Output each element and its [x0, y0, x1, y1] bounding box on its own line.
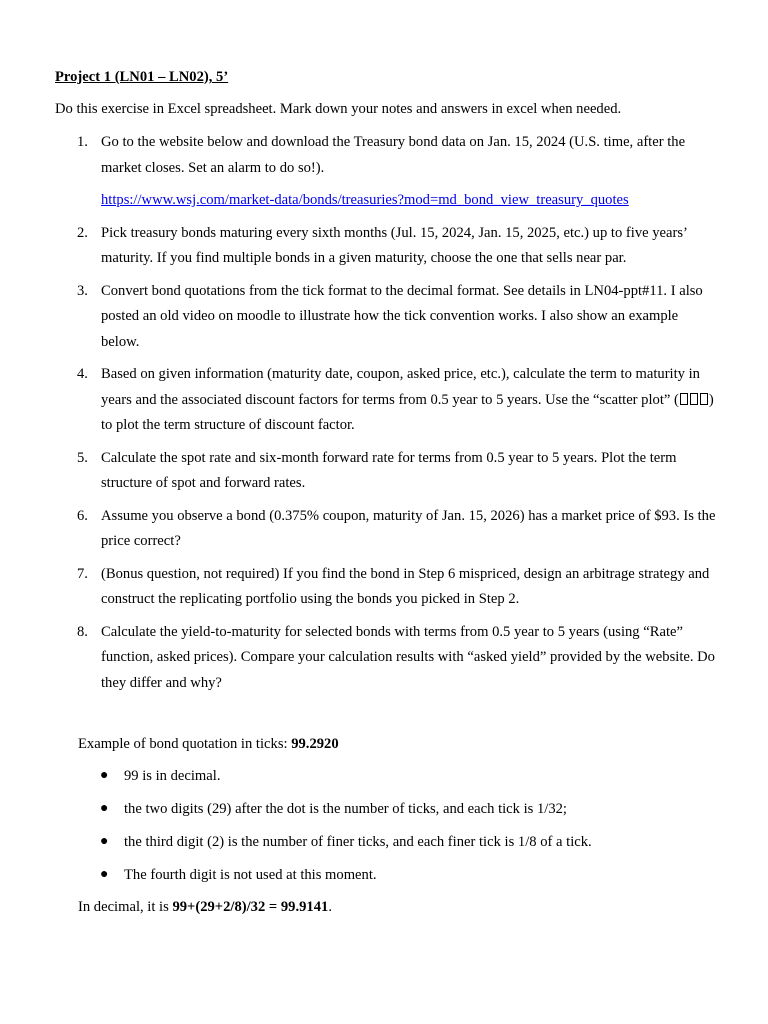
step-text: Calculate the spot rate and six-month forward rate for terms from 0.5 year to 5 years. Plot the term structure of spot and forward rates.: [101, 449, 677, 491]
example-line: [78, 736, 339, 753]
list-item: [77, 130, 716, 214]
step-number: 4.: [77, 366, 88, 382]
list-item: [77, 221, 716, 272]
step-text: Assume you observe a bond (0.375% coupon, maturity of Jan. 15, 2026) has a market price of $93. Is the price correct?: [101, 507, 716, 549]
intro-paragraph: Do this exercise in Excel spreadsheet. Mark down your notes and answers in excel when needed.: [55, 101, 622, 117]
list-item: [77, 620, 716, 697]
step-number: 7.: [77, 565, 88, 582]
step-number: 5.: [77, 449, 88, 466]
step-text: (Bonus question, not required) If you find the bond in Step 6 mispriced, design an arbitrage strategy and construct the replicating portfolio using the bonds you picked in Step 2.: [101, 565, 710, 607]
list-item: [100, 865, 700, 898]
bullet-text: the two digits (29) after the dot is the number of ticks, and each tick is 1/32;: [124, 801, 567, 817]
step-text: Convert bond quotations from the tick format to the decimal format. See details in LN04-ppt#11. I also posted an old video on moodle to illustrate how the tick convention works. I also show an example below.: [101, 282, 703, 350]
bullet-icon: ●: [100, 867, 109, 882]
bullet-icon: ●: [100, 768, 109, 783]
step-number: 3.: [77, 282, 88, 299]
step-text-after: ) to plot the term structure of discount factor.: [101, 391, 714, 433]
decimal-suffix: .: [328, 899, 332, 915]
bullet-text: the third digit (2) is the number of finer ticks, and each finer tick is 1/8 of a tick.: [124, 834, 592, 850]
bullet-text: The fourth digit is not used at this moment.: [124, 867, 377, 883]
steps-list: [77, 130, 716, 703]
decimal-result-line: [78, 899, 332, 916]
step-text: Go to the website below and download the Treasury bond data on Jan. 15, 2024 (U.S. time, after the market closes. Set an alarm to do so!).: [101, 134, 686, 176]
document-title: Project 1 (LN01 – LN02), 5’: [55, 69, 229, 85]
list-item: [77, 504, 716, 555]
step-number: 1.: [77, 134, 88, 150]
list-item: [100, 832, 700, 865]
example-value: 99.2920: [291, 736, 339, 752]
wsj-treasury-link[interactable]: https://www.wsj.com/market-data/bonds/treasuries?mod=md_bond_view_treasury_quotes: [101, 192, 629, 208]
list-item: [77, 362, 716, 439]
step-number: 6.: [77, 507, 88, 524]
decimal-prefix: In decimal, it is: [78, 899, 173, 915]
missing-glyph-boxes: [679, 392, 709, 408]
step-text: Calculate the yield-to-maturity for selected bonds with terms from 0.5 year to 5 years (using “Rate” function, asked prices). Compare your calculation results with “asked yield” provided by the website. Do they differ and why?: [101, 623, 715, 691]
list-item: [77, 446, 716, 497]
list-item: [77, 279, 716, 356]
bullet-icon: ●: [100, 834, 109, 849]
decimal-formula: 99+(29+2/8)/32 = 99.9141: [172, 899, 329, 915]
example-label: Example of bond quotation in ticks:: [78, 736, 292, 752]
list-item: [77, 562, 716, 613]
list-item: [100, 799, 700, 832]
bullet-icon: ●: [100, 801, 109, 816]
step-text: Pick treasury bonds maturing every sixth months (Jul. 15, 2024, Jan. 15, 2025, etc.) up to five years’ maturity. If you find multiple bonds in a given maturity, choose the one that sells near par.: [101, 224, 687, 266]
bullet-text: 99 is in decimal.: [124, 768, 221, 784]
step-number: 2.: [77, 224, 88, 241]
step-number: 8.: [77, 623, 88, 640]
step-text-before: Based on given information (maturity date, coupon, asked price, etc.), calculate the term to maturity in years and the associated discount factors for terms from 0.5 year to 5 years. Use the “scatter plot” (: [101, 366, 700, 408]
bullet-list: [100, 766, 700, 898]
list-item: [100, 766, 700, 799]
